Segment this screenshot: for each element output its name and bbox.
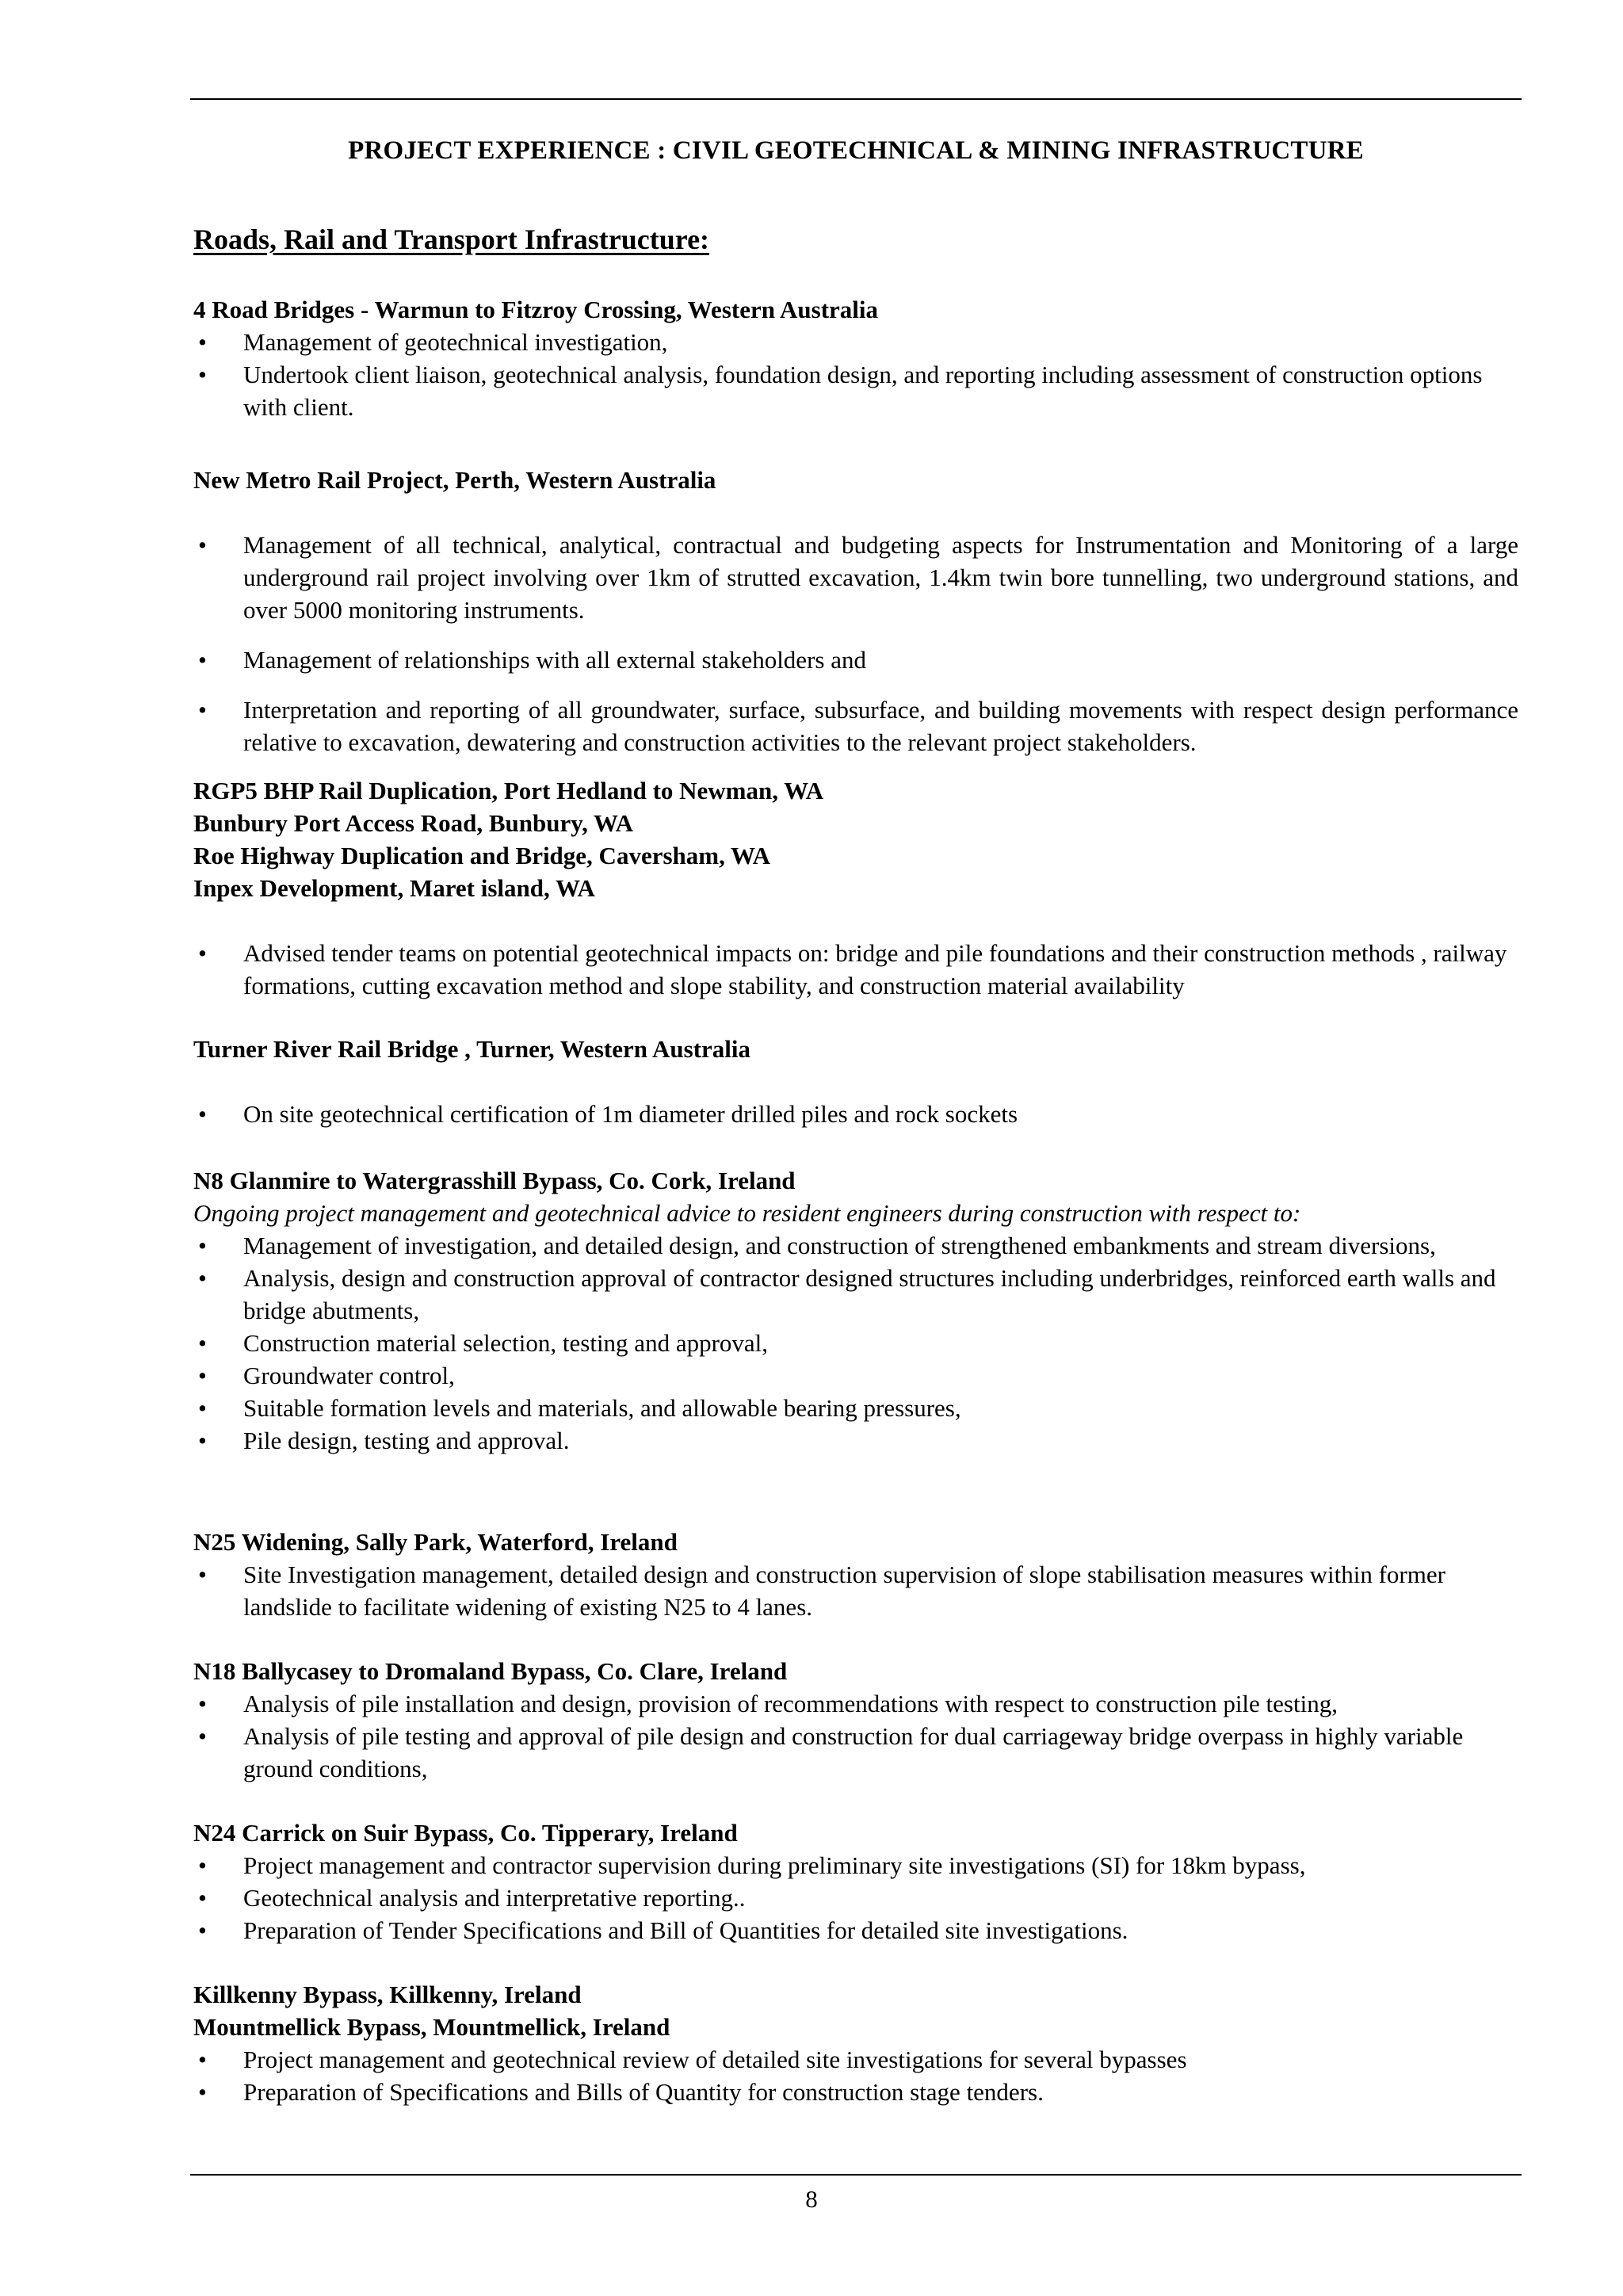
project-block [193,1033,1518,1130]
project-title: N24 Carrick on Suir Bypass, Co. Tipperary, Ireland [193,1819,738,1847]
project-title: Turner River Rail Bridge , Turner, Western Australia [193,1035,751,1063]
bullet-list [193,326,1518,423]
project-title: N18 Ballycasey to Dromaland Bypass, Co. Clare, Ireland [193,1657,788,1685]
project-title: Roe Highway Duplication and Bridge, Caversham, WA [193,842,770,869]
bullet-item: • Preparation of Tender Specifications and Bill of Quantities for detailed site investigations. [193,1914,1518,1946]
project-block [193,293,1518,423]
bullet-item: • Site Investigation management, detailed design and construction supervision of slope stabilisation measures within former landslide to facilitate widening of existing N25 to 4 lanes. [193,1558,1518,1623]
project-block [193,1526,1518,1623]
project-title: New Metro Rail Project, Perth, Western Australia [193,466,716,494]
project-title: Bunbury Port Access Road, Bunbury, WA [193,809,633,837]
bullet-item: • Suitable formation levels and materials, and allowable bearing pressures, [193,1392,1518,1424]
project-title: N25 Widening, Sally Park, Waterford, Ireland [193,1528,678,1556]
project-block [193,464,1518,758]
bullet-item: • Project management and contractor supervision during preliminary site investigations (SI) for 18km bypass, [193,1849,1518,1881]
bullet-item: • Analysis of pile testing and approval of pile design and construction for dual carriageway bridge overpass in highly variable ground conditions, [193,1720,1518,1785]
bullet-item: • Groundwater control, [193,1359,1518,1392]
bullet-list [193,1229,1518,1457]
bullet-item: • Construction material selection, testing and approval, [193,1327,1518,1359]
bullet-item: • Analysis of pile installation and design, provision of recommendations with respect to construction pile testing, [193,1687,1518,1720]
bullet-item: • Preparation of Specifications and Bills of Quantity for construction stage tenders. [193,2076,1518,2108]
section-title: Roads, Rail and Transport Infrastructure: [193,223,710,255]
page-title: PROJECT EXPERIENCE : CIVIL GEOTECHNICAL & MINING INFRASTRUCTURE [348,136,1364,165]
bullet-item: • Project management and geotechnical review of detailed site investigations for several bypasses [193,2043,1518,2076]
bullet-list [193,1687,1518,1785]
project-block [193,774,1518,1002]
project-title: Inpex Development, Maret island, WA [193,874,595,902]
bullet-item: • Management of all technical, analytical, contractual and budgeting aspects for Instrumentation and Monitoring of a large underground rail project involving over 1km of strutted excavation, 1.4km twin bore tunnelling, two underground stations, and over 5000 monitoring instruments. [193,529,1518,626]
bullet-item: • Geotechnical analysis and interpretative reporting.. [193,1881,1518,1914]
project-block [193,1164,1518,1457]
bullet-item: • Management of geotechnical investigation, [193,326,1518,358]
project-block [193,1978,1518,2108]
bullet-item: • Management of relationships with all external stakeholders and [193,644,1518,676]
project-title: N8 Glanmire to Watergrasshill Bypass, Co. Cork, Ireland [193,1167,796,1194]
project-intro: Ongoing project management and geotechnical advice to resident engineers during construction with respect to: [193,1199,1301,1227]
project-block [193,1655,1518,1785]
page-number: 8 [805,2185,818,2213]
bullet-item: • Undertook client liaison, geotechnical analysis, foundation design, and reporting including assessment of construction options with client. [193,358,1518,423]
bullet-list [193,1849,1518,1946]
project-block [193,1817,1518,1946]
project-title: RGP5 BHP Rail Duplication, Port Hedland to Newman, WA [193,777,824,804]
bullet-list [193,1558,1518,1623]
project-title: Mountmellick Bypass, Mountmellick, Ireland [193,2013,670,2041]
bullet-item: • Interpretation and reporting of all groundwater, surface, subsurface, and building movements with respect design performance relative to excavation, dewatering and construction activities to the relevant project stakeholders. [193,693,1518,758]
bullet-list [193,1098,1518,1130]
footer-rule [190,2174,1522,2176]
project-title: Killkenny Bypass, Killkenny, Ireland [193,1981,582,2008]
bullet-item: • Advised tender teams on potential geotechnical impacts on: bridge and pile foundations and their construction methods , railway formations, cutting excavation method and slope stability, and construction material availability [193,937,1518,1002]
bullet-list [193,937,1518,1002]
bullet-item: • Pile design, testing and approval. [193,1424,1518,1457]
project-title: 4 Road Bridges - Warmun to Fitzroy Crossing, Western Australia [193,296,879,323]
bullet-item: • Analysis, design and construction approval of contractor designed structures including underbridges, reinforced earth walls and bridge abutments, [193,1262,1518,1327]
bullet-item: • Management of investigation, and detailed design, and construction of strengthened embankments and stream diversions, [193,1229,1518,1262]
bullet-list [193,2043,1518,2108]
bullet-item: • On site geotechnical certification of 1m diameter drilled piles and rock sockets [193,1098,1518,1130]
bullet-list [193,529,1518,758]
header-rule [190,98,1522,100]
